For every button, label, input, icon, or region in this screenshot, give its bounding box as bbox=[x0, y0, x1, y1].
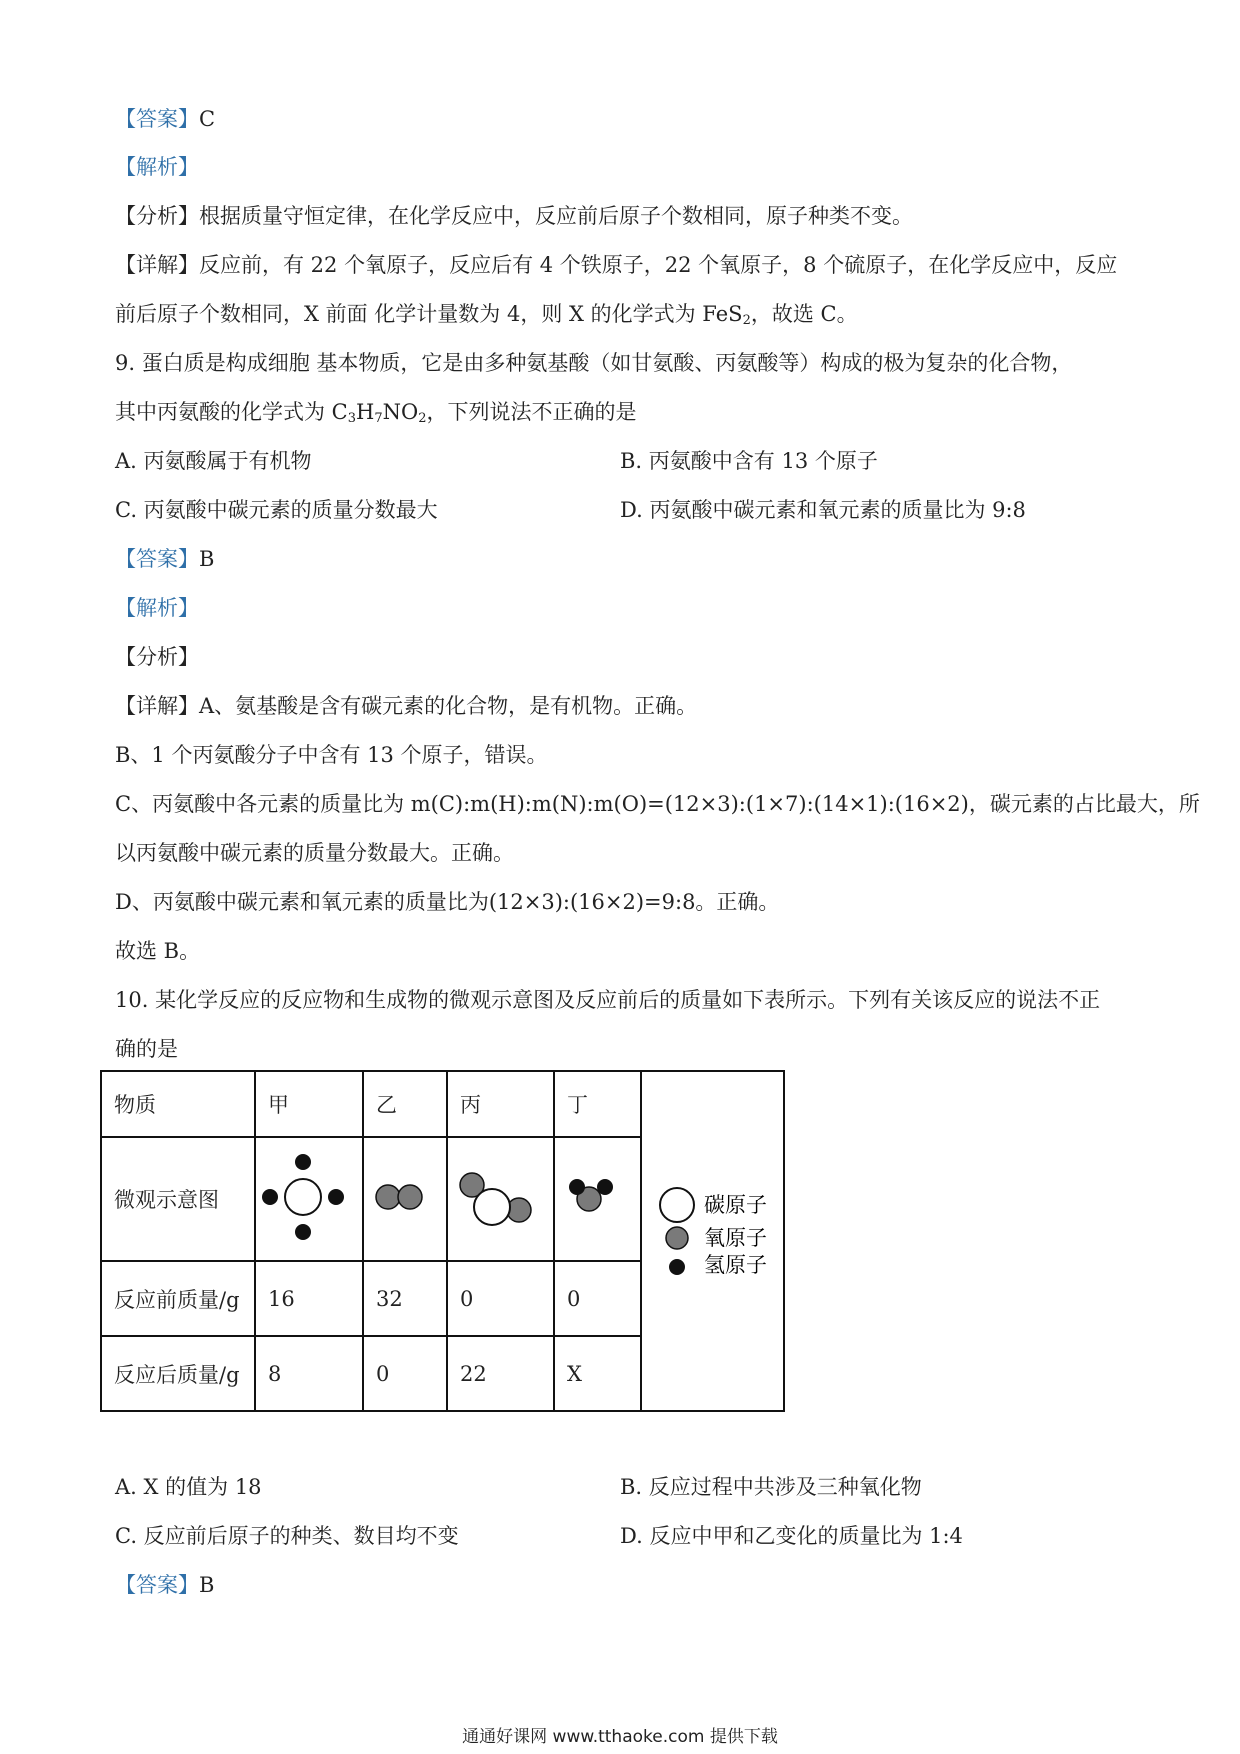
legend-cell bbox=[641, 1071, 784, 1411]
analysis-heading-1: 【解析】 bbox=[115, 155, 199, 179]
co2-molecule-icon bbox=[448, 1147, 541, 1247]
methane-molecule-icon bbox=[256, 1147, 350, 1247]
cell: X bbox=[554, 1336, 641, 1411]
xiangjie-2-c2: 以丙氨酸中碳元素的质量分数最大。正确。 bbox=[115, 841, 514, 865]
header-cell: 丁 bbox=[554, 1071, 641, 1137]
fenxi-2: 【分析】 bbox=[115, 645, 199, 669]
xiangjie-2-a: 【详解】A、氨基酸是含有碳元素的化合物，是有机物。正确。 bbox=[115, 694, 698, 718]
conclusion: 故选 B。 bbox=[115, 939, 201, 963]
header-cell: 物质 bbox=[101, 1071, 255, 1137]
q9-option-d: D. 丙氨酸中碳元素和氧元素的质量比为 9:8 bbox=[620, 498, 1026, 522]
cell: 0 bbox=[447, 1261, 554, 1336]
answer-9: 【答案】B bbox=[115, 547, 215, 571]
water-molecule-icon bbox=[555, 1147, 628, 1247]
answer-10: 【答案】B bbox=[115, 1573, 215, 1597]
hydrogen-atom-icon bbox=[669, 1259, 685, 1275]
q10-option-a: A. X 的值为 18 bbox=[115, 1475, 262, 1499]
row-label: 反应后质量/g bbox=[101, 1336, 255, 1411]
q9-option-b: B. 丙氨酸中含有 13 个原子 bbox=[620, 449, 878, 473]
legend-hydrogen: 氢原子 bbox=[704, 1252, 767, 1277]
xiangjie-1-line1: 【详解】反应前，有 22 个氧原子，反应后有 4 个铁原子，22 个氧原子，8 个硫原子，在化学反应中，反应 bbox=[115, 253, 1118, 277]
question-9-line2: 其中丙氨酸的化学式为 $C_3H_7NO_2$，下列说法不正确的是 bbox=[115, 400, 637, 426]
analysis-heading-2: 【解析】 bbox=[115, 596, 199, 620]
molecule-bing bbox=[447, 1137, 554, 1261]
header-cell: 乙 bbox=[363, 1071, 447, 1137]
cell: 22 bbox=[447, 1336, 554, 1411]
legend-oxygen: 氧原子 bbox=[704, 1225, 767, 1250]
q9-option-a: A. 丙氨酸属于有机物 bbox=[115, 449, 312, 473]
xiangjie-2-c1: C、丙氨酸中各元素的质量比为 m(C):m(H):m(N):m(O)=(12×3):(1×7):(14×1):(16×2)，碳元素的占比最大，所 bbox=[115, 792, 1200, 816]
carbon-atom-icon bbox=[660, 1188, 694, 1222]
footer-source: 通通好课网 www.tthaoke.com 提供下载 bbox=[462, 1727, 778, 1747]
xiangjie-2-d: D、丙氨酸中碳元素和氧元素的质量比为(12×3):(16×2)=9:8。正确。 bbox=[115, 890, 780, 914]
atom-legend bbox=[642, 1179, 783, 1299]
cell: 0 bbox=[554, 1261, 641, 1336]
fenxi-1: 【分析】根据质量守恒定律，在化学反应中，反应前后原子个数相同，原子种类不变。 bbox=[115, 204, 913, 228]
q9-option-c: C. 丙氨酸中碳元素的质量分数最大 bbox=[115, 498, 438, 522]
question-10-line2: 确的是 bbox=[115, 1037, 178, 1061]
molecule-jia bbox=[255, 1137, 363, 1261]
cell: 8 bbox=[255, 1336, 363, 1411]
q10-option-b: B. 反应过程中共涉及三种氧化物 bbox=[620, 1475, 922, 1499]
row-label: 反应前质量/g bbox=[101, 1261, 255, 1336]
question-10-line1: 10. 某化学反应的反应物和生成物的微观示意图及反应前后的质量如下表所示。下列有关该反应的说法不正 bbox=[115, 988, 1101, 1012]
xiangjie-1-line2: 前后原子个数相同，X 前面 化学计量数为 4，则 X 的化学式为 FeS$_2$，故选 C。 bbox=[115, 302, 858, 328]
molecule-ding bbox=[554, 1137, 641, 1261]
oxygen-molecule-icon bbox=[364, 1147, 434, 1247]
substance-table bbox=[100, 1070, 785, 1412]
question-9-line1: 9. 蛋白质是构成细胞 基本物质，它是由多种氨基酸（如甘氨酸、丙氨酸等）构成的极为复杂的化合物， bbox=[115, 351, 1073, 375]
legend-carbon: 碳原子 bbox=[704, 1192, 767, 1217]
row-label: 微观示意图 bbox=[101, 1137, 255, 1261]
header-cell: 甲 bbox=[255, 1071, 363, 1137]
xiangjie-2-b: B、1 个丙氨酸分子中含有 13 个原子，错误。 bbox=[115, 743, 548, 767]
q10-option-d: D. 反应中甲和乙变化的质量比为 1:4 bbox=[620, 1524, 963, 1548]
molecule-yi bbox=[363, 1137, 447, 1261]
answer-8: 【答案】C bbox=[115, 107, 216, 131]
oxygen-atom-icon bbox=[666, 1227, 688, 1249]
q10-option-c: C. 反应前后原子的种类、数目均不变 bbox=[115, 1524, 459, 1548]
cell: 0 bbox=[363, 1336, 447, 1411]
cell: 32 bbox=[363, 1261, 447, 1336]
cell: 16 bbox=[255, 1261, 363, 1336]
header-cell: 丙 bbox=[447, 1071, 554, 1137]
